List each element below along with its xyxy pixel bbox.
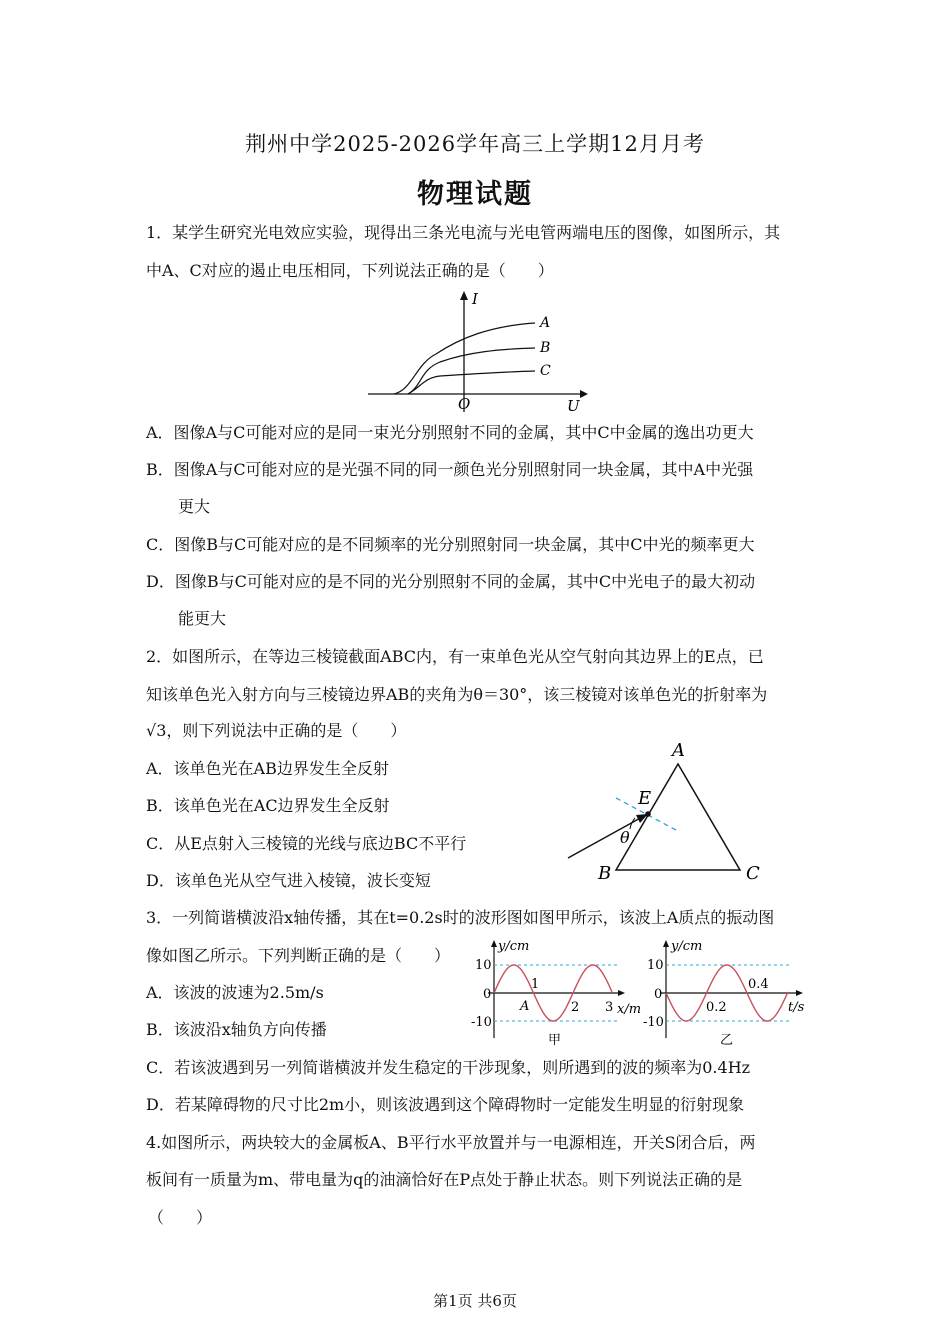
q2-vertex-a: A <box>672 740 685 761</box>
q4-stem-line1: 4.如图所示，两块较大的金属板A、B平行水平放置并与一电源相连，开关S闭合后，两 <box>146 1133 756 1152</box>
q3-jia-y-label: y/cm <box>498 939 530 954</box>
q3-yi-y-tick-10: 10 <box>647 958 664 973</box>
q1-option-b-line2: 更大 <box>178 497 211 516</box>
q3-yi-caption: 乙 <box>720 1033 734 1048</box>
q2-point-e: E <box>638 788 652 809</box>
page-footer: 第1页 共6页 <box>433 1292 517 1310</box>
q3-jia-x-tick-3: 3 <box>605 1000 614 1015</box>
q3-yi-origin: 0 <box>654 987 663 1002</box>
q3-jia-y-tick-10: 10 <box>475 958 492 973</box>
q1-photoelectric-graph <box>360 286 600 416</box>
q2-option-d: D．该单色光从空气进入棱镜，波长变短 <box>146 871 431 890</box>
q4-stem-line2: 板间有一质量为m、带电量为q的油滴恰好在P点处于静止状态。则下列说法正确的是 <box>146 1170 743 1189</box>
q1-option-d-line1: D．图像B与C可能对应的是不同的光分别照射不同的金属，其中C中光电子的最大初动 <box>146 572 756 591</box>
q2-option-c: C．从E点射入三棱镜的光线与底边BC不平行 <box>146 834 467 853</box>
q3-stem-line1: 3．一列简谐横波沿x轴传播，其在t=0.2s时的波形图如图甲所示，该波上A质点的振动图 <box>146 908 775 927</box>
q1-option-d-line2: 能更大 <box>178 609 227 628</box>
q1-origin-label: O <box>458 395 471 413</box>
q1-curve-label-a: A <box>540 315 551 331</box>
q1-option-a: A．图像A与C可能对应的是同一束光分别照射不同的金属，其中C中金属的逸出功更大 <box>146 423 754 442</box>
q3-vibration-graph-yi <box>640 936 810 1048</box>
q3-jia-x-label: x/m <box>617 1002 642 1017</box>
q2-vertex-b: B <box>598 863 612 884</box>
q1-option-b-line1: B．图像A与C可能对应的是光强不同的同一颜色光分别照射同一块金属，其中A中光强 <box>146 460 754 479</box>
q4-stem-line3: （ ） <box>148 1208 213 1227</box>
q2-option-b: B．该单色光在AC边界发生全反射 <box>146 796 390 815</box>
q1-stem-line1: 1．某学生研究光电效应实验，现得出三条光电流与光电管两端电压的图像，如图所示，其 <box>146 223 781 242</box>
q3-option-a: A．该波的波速为2.5m/s <box>146 983 324 1002</box>
q3-option-b: B．该波沿x轴负方向传播 <box>146 1020 327 1039</box>
q3-jia-x-tick-2: 2 <box>571 1000 580 1015</box>
q3-jia-origin: 0 <box>483 987 492 1002</box>
q3-jia-x-tick-1: 1 <box>531 977 540 992</box>
q3-yi-y-tick-neg10: -10 <box>643 1015 664 1030</box>
q3-option-d: D．若某障碍物的尺寸比2m小，则该波遇到这个障碍物时一定能发生明显的衍射现象 <box>146 1095 745 1114</box>
q1-curve-label-b: B <box>540 340 551 356</box>
q2-option-a: A．该单色光在AB边界发生全反射 <box>146 759 389 778</box>
subject-title: 物理试题 <box>417 179 533 210</box>
q1-stem-line2: 中A、C对应的遏止电压相同，下列说法正确的是（ ） <box>146 261 554 280</box>
q2-angle-theta: θ <box>620 828 630 847</box>
q3-jia-y-tick-neg10: -10 <box>471 1015 492 1030</box>
q2-prism-figure <box>560 736 770 886</box>
q3-yi-x-tick-04: 0.4 <box>748 977 769 992</box>
q2-stem-line2: 知该单色光入射方向与三棱镜边界AB的夹角为θ＝30°，该三棱镜对该单色光的折射率为 <box>146 685 768 704</box>
q3-yi-y-label: y/cm <box>671 939 703 954</box>
q2-stem-line1: 2．如图所示，在等边三棱镜截面ABC内，有一束单色光从空气射向其边界上的E点，已 <box>146 647 764 666</box>
q1-option-c: C．图像B与C可能对应的是不同频率的光分别照射同一块金属，其中C中光的频率更大 <box>146 535 755 554</box>
q3-jia-point-a: A <box>520 999 530 1014</box>
q1-y-axis-label: I <box>472 290 478 308</box>
q3-jia-caption: 甲 <box>548 1033 562 1048</box>
q3-yi-x-tick-02: 0.2 <box>706 1000 727 1015</box>
q1-x-axis-label: U <box>567 397 580 415</box>
q3-option-c: C．若该波遇到另一列简谐横波并发生稳定的干涉现象，则所遇到的波的频率为0.4Hz <box>146 1058 751 1077</box>
q3-yi-x-label: t/s <box>788 1000 805 1015</box>
q3-wave-graph-jia <box>470 936 650 1048</box>
exam-title: 荆州中学2025-2026学年高三上学期12月月考 <box>245 132 705 156</box>
q1-curve-label-c: C <box>540 363 551 379</box>
q2-stem-line3: √3，则下列说法中正确的是（ ） <box>146 721 407 740</box>
q3-stem-line2: 像如图乙所示。下列判断正确的是（ ） <box>146 946 451 965</box>
q2-vertex-c: C <box>746 863 760 884</box>
